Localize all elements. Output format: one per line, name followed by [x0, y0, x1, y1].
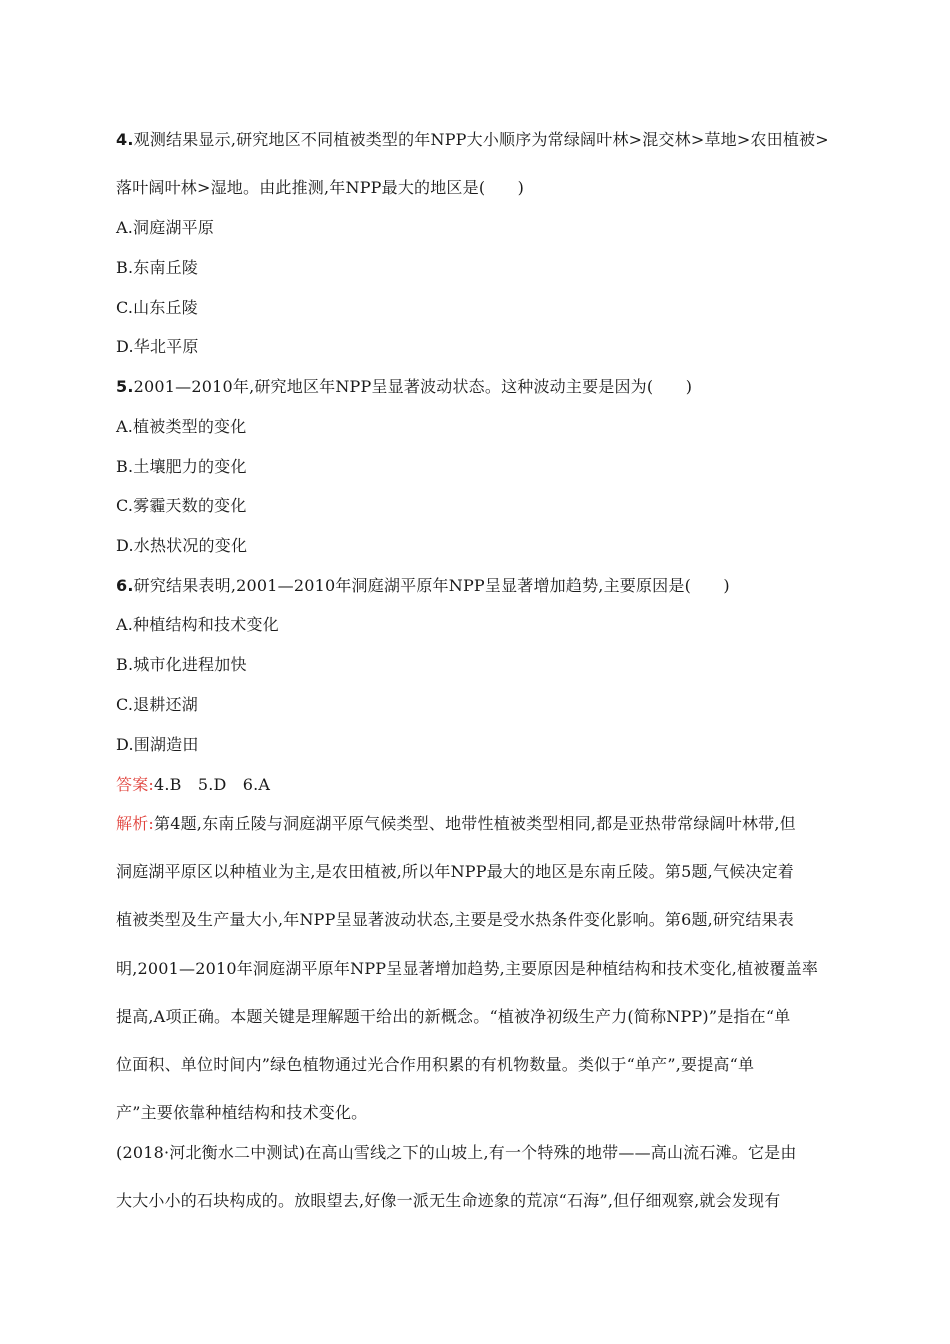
question-5-option-b: B.土壤肥力的变化 [116, 457, 247, 476]
question-6-option-b: B.城市化进程加快 [116, 655, 247, 674]
analysis-line-2: 洞庭湖平原区以种植业为主,是农田植被,所以年NPP最大的地区是东南丘陵。第5题,气候决定着 [116, 862, 794, 881]
question-5-option-c: C.雾霾天数的变化 [116, 496, 247, 515]
analysis-line-4: 明,2001—2010年洞庭湖平原年NPP呈显著增加趋势,主要原因是种植结构和技术变化,植被覆盖率 [116, 959, 819, 978]
question-5-option-d: D.水热状况的变化 [116, 536, 248, 555]
question-6-option-d: D.围湖造田 [116, 735, 199, 754]
analysis-line-6: 位面积、单位时间内”绿色植物通过光合作用积累的有机物数量。类似于“单产”,要提高“单 [116, 1055, 755, 1074]
question-4-option-a: A.洞庭湖平原 [116, 218, 215, 237]
question-5-option-a: A.植被类型的变化 [116, 417, 247, 436]
answer-line [116, 773, 836, 797]
question-5-stem [116, 375, 836, 399]
question-6-stem [116, 574, 836, 598]
question-4-option-d: D.华北平原 [116, 337, 199, 356]
analysis-line-1 [116, 812, 836, 836]
question-text: 2001—2010年,研究地区年NPP呈显著波动状态。这种波动主要是因为( ) [133, 377, 693, 396]
question-4-stem-line-1 [116, 128, 836, 152]
question-6-option-a: A.种植结构和技术变化 [116, 615, 279, 634]
analysis-line-5: 提高,A项正确。本题关键是理解题干给出的新概念。“植被净初级生产力(简称NPP)”是指在“单 [116, 1007, 791, 1026]
analysis-line-7: 产”主要依靠种植结构和技术变化。 [116, 1103, 368, 1122]
analysis-label: 解析: [116, 814, 154, 833]
question-number: 6. [116, 576, 134, 595]
analysis-line-3: 植被类型及生产量大小,年NPP呈显著波动状态,主要是受水热条件变化影响。第6题,研究结果表 [116, 910, 794, 929]
question-text: 观测结果显示,研究地区不同植被类型的年NPP大小顺序为常绿阔叶林>混交林>草地>农田植被> [133, 130, 829, 149]
question-text: 研究结果表明,2001—2010年洞庭湖平原年NPP呈显著增加趋势,主要原因是( ) [133, 576, 730, 595]
passage-line-1: (2018·河北衡水二中测试)在高山雪线之下的山坡上,有一个特殊的地带——高山流石滩。它是由 [116, 1143, 797, 1162]
question-number: 4. [116, 130, 134, 149]
question-4-option-c: C.山东丘陵 [116, 298, 198, 317]
answer-label: 答案: [116, 775, 154, 794]
analysis-text: 第4题,东南丘陵与洞庭湖平原气候类型、地带性植被类型相同,都是亚热带常绿阔叶林带,但 [154, 814, 796, 833]
question-4-stem-line-2: 落叶阔叶林>湿地。由此推测,年NPP最大的地区是( ) [116, 178, 525, 197]
question-4-option-b: B.东南丘陵 [116, 258, 199, 277]
answer-text: 4.B 5.D 6.A [154, 775, 271, 794]
passage-line-2: 大大小小的石块构成的。放眼望去,好像一派无生命迹象的荒凉“石海”,但仔细观察,就会发现有 [116, 1191, 781, 1210]
question-6-option-c: C.退耕还湖 [116, 695, 198, 714]
question-number: 5. [116, 377, 134, 396]
